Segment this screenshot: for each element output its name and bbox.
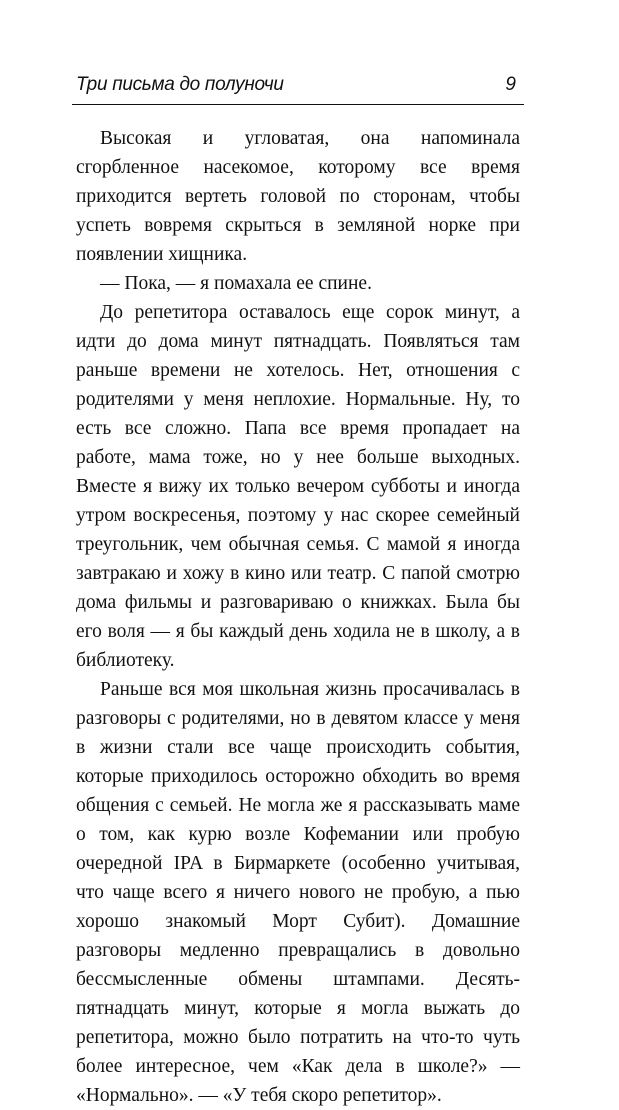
paragraph: Высокая и угловатая, она напоминала сгорбленное насекомое, которому все время приходится вертеть головой по сторонам, чтобы успеть вовремя скрыться в земляной норке при появлении хищника.	[76, 128, 520, 265]
running-title: Три письма до полуночи	[76, 74, 284, 95]
paragraph: До репетитора оставалось еще сорок минут, а идти до дома минут пятнадцать. Появляться там раньше времени не хотелось. Нет, отношения с родителями у меня неплохие. Нормальные. Ну, то есть все сложно. Папа все время пропадает на работе, мама тоже, но у нее больше выходных. Вместе я вижу их только вечером субботы и иногда утром воскресенья, поэтому у нас скорее семейный треугольник, чем обычная семья. С мамой я иногда завтракаю и хожу в кино или театр. С папой смотрю дома фильмы и разговариваю о книжках. Была бы его воля — я бы каждый день ходила не в школу, а в библиотеку.	[76, 302, 520, 671]
paragraph: — Пока, — я помахала ее спине.	[100, 273, 372, 294]
body-text	[76, 124, 520, 1110]
running-head	[76, 74, 520, 100]
page-number: 9	[505, 74, 516, 95]
header-rule	[72, 104, 524, 105]
paragraph: Раньше вся моя школьная жизнь просачивалась в разговоры с родителями, но в девятом классе у меня в жизни стали все чаще происходить события, которые приходилось осторожно обходить во время общения с семьей. Не могла же я рассказывать маме о том, как курю возле Кофемании или пробую очередной IPA в Бирмаркете (особенно учитывая, что чаще всего я ничего нового не пробую, а пью хорошо знакомый Морт Субит). Домашние разговоры медленно превращались в довольно бессмысленные обмены штампами. Десять-пятнадцать минут, которые я могла выжать до репетитора, можно было потратить на что-то чуть более интересное, чем «Как дела в школе?» — «Нормально». — «У тебя скоро репетитор».	[76, 679, 520, 1106]
